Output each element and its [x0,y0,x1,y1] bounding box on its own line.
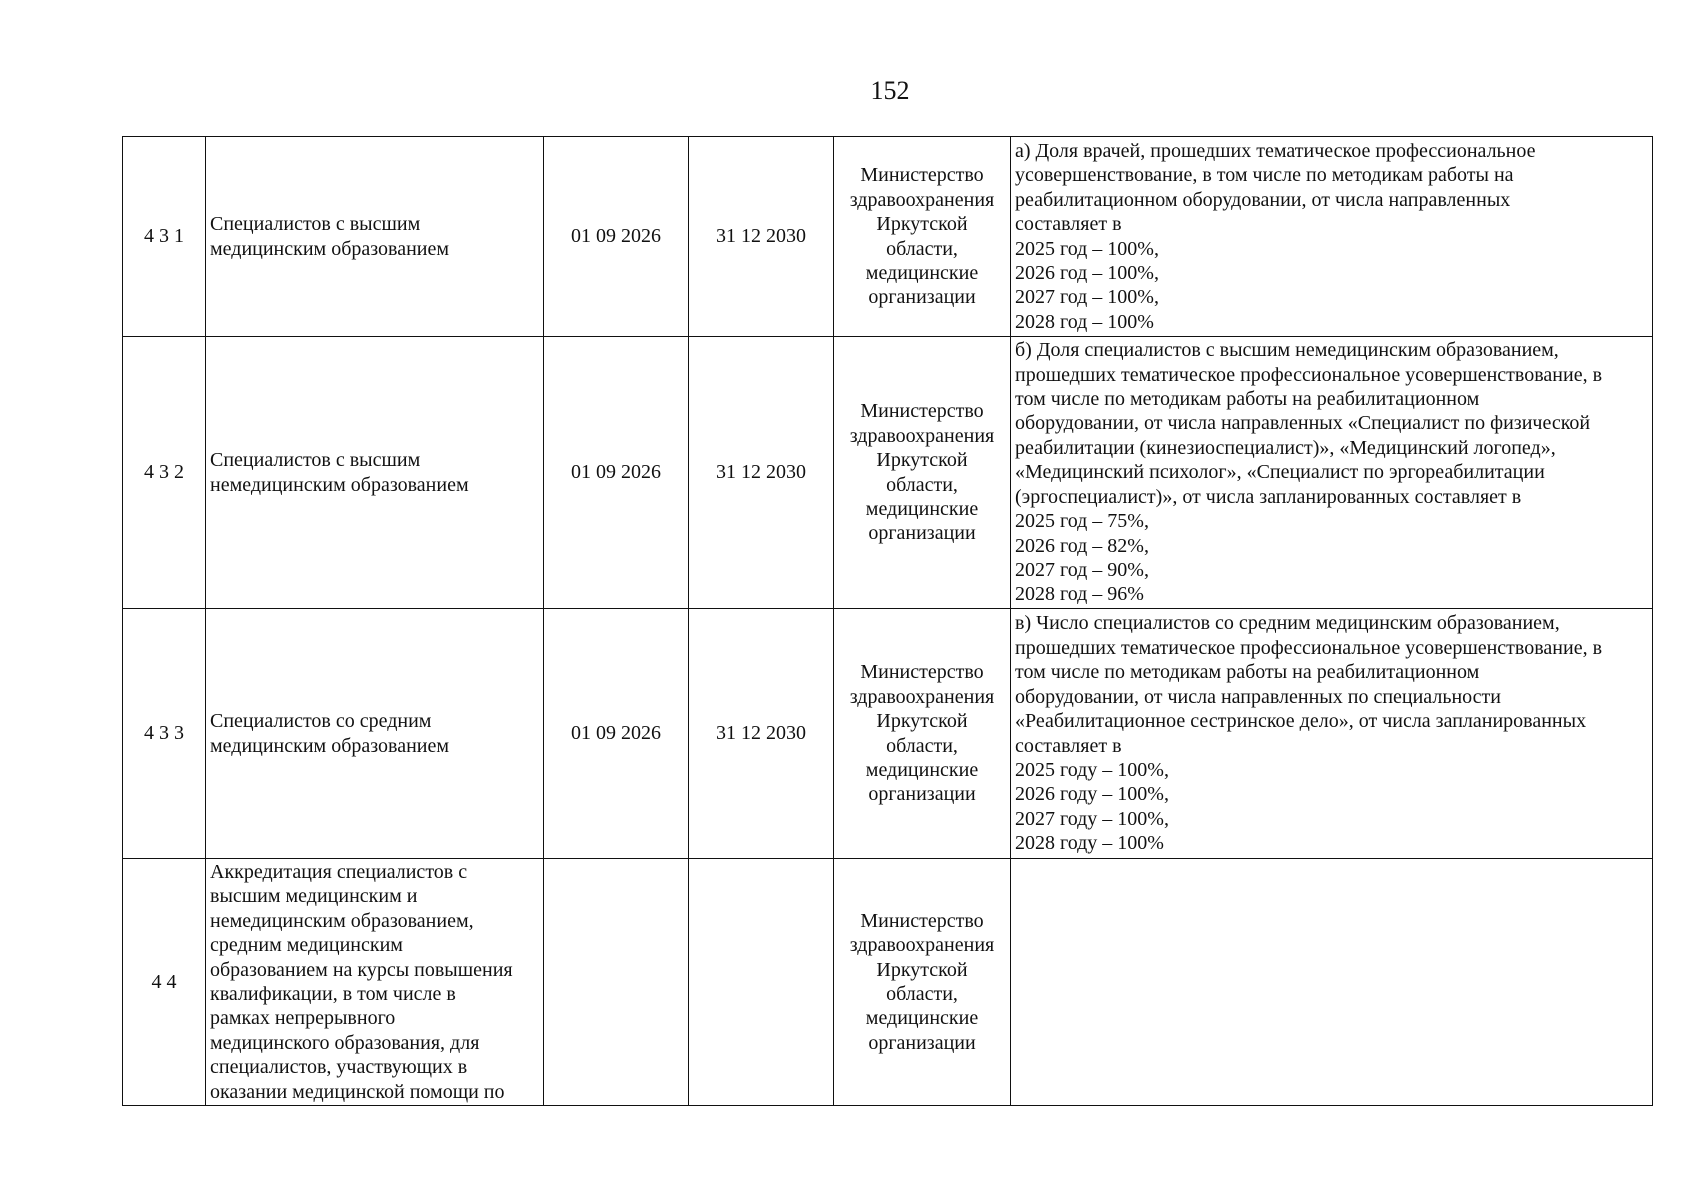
responsible [834,137,1011,337]
text-line: реабилитации (кинезиоспециалист)», «Медицинский логопед», [1015,436,1556,459]
text-line: Специалистов с высшим [210,449,421,472]
table-row [123,859,1653,1106]
start-date [544,859,689,1106]
text-line: оборудовании, от числа направленных «Специалист по физической [1015,412,1591,435]
text-line: здравоохранения [849,188,995,211]
start-date: 01 09 2026 [544,609,689,859]
text-line: Министерство [860,400,984,423]
text-line: высшим медицинским и [210,885,418,908]
text-line: 2025 году – 100%, [1015,758,1169,781]
text-line: Министерство [860,164,984,187]
text-line: «Реабилитационное сестринское дело», от числа запланированных [1015,710,1587,733]
text-line: здравоохранения [849,685,995,708]
text-line: Иркутской [876,449,968,472]
text-line: том числе по методикам работы на реабилитационном [1015,388,1480,411]
end-date [689,859,834,1106]
indicator [1011,337,1653,609]
responsible [834,337,1011,609]
text-line: реабилитационном оборудовании, от числа направленных [1015,188,1511,211]
text-line: 2028 год – 100% [1015,310,1154,333]
indicator [1011,137,1653,337]
text-line: медицинские [865,497,979,520]
text-line: 2028 год – 96% [1015,583,1144,606]
text-line: 2027 год – 100%, [1015,286,1159,309]
text-line: Специалистов со средним [210,710,432,733]
text-line: рамках непрерывного [210,1007,396,1030]
text-line: медицинские [865,261,979,284]
text-line: медицинским образованием [210,237,450,260]
measure-name [206,609,544,859]
text-line: составляет в [1015,734,1122,757]
text-line: а) Доля врачей, прошедших тематическое профессиональное [1015,139,1536,162]
text-line: области, [886,473,958,496]
text-line: области, [886,237,958,260]
text-line: медицинские [865,1007,979,1030]
text-line: медицинского образования, для [210,1031,480,1054]
end-date: 31 12 2030 [689,137,834,337]
text-line: средним медицинским [210,934,403,957]
text-line: медицинские [865,758,979,781]
text-line: (эргоспециалист)», от числа запланированных составляет в [1015,485,1522,508]
row-number: 4 3 3 [123,609,206,859]
text-line: Министерство [860,661,984,684]
indicator [1011,609,1653,859]
text-line: организации [868,1031,976,1054]
text-line: в) Число специалистов со средним медицинским образованием, [1015,612,1560,635]
text-line: усовершенствование, в том числе по методикам работы на [1015,164,1514,187]
responsible [834,859,1011,1106]
text-line: области, [886,734,958,757]
text-line: составляет в [1015,213,1122,236]
row-number: 4 4 [123,859,206,1106]
text-line: Аккредитация специалистов с [210,860,468,883]
text-line: немедицинским образованием [210,473,469,496]
end-date: 31 12 2030 [689,609,834,859]
indicator [1011,859,1653,1106]
responsible [834,609,1011,859]
row-number: 4 3 1 [123,137,206,337]
text-line: том числе по методикам работы на реабилитационном [1015,661,1480,684]
start-date: 01 09 2026 [544,337,689,609]
text-line: оборудовании, от числа направленных по специальности [1015,685,1501,708]
measure-name [206,859,544,1106]
table-row [123,609,1653,859]
page-number: 152 [870,76,910,105]
text-line: 2026 год – 100%, [1015,261,1159,284]
start-date: 01 09 2026 [544,137,689,337]
text-line: немедицинским образованием, [210,909,474,932]
text-line: 2025 год – 100%, [1015,237,1159,260]
text-line: медицинским образованием [210,734,450,757]
text-line: организации [868,783,976,806]
text-line: 2025 год – 75%, [1015,510,1149,533]
text-line: организации [868,286,976,309]
text-line: здравоохранения [849,424,995,447]
text-line: квалификации, в том числе в [210,983,456,1005]
table-row [123,337,1653,609]
text-line: оказании медицинской помощи по [210,1080,505,1103]
text-line: прошедших тематическое профессиональное усовершенствование, в [1015,363,1603,386]
text-line: «Медицинский психолог», «Специалист по эргореабилитации [1015,461,1545,484]
text-line: Специалистов с высшим [210,213,421,236]
measure-name [206,337,544,609]
text-line: 2028 году – 100% [1015,832,1164,855]
text-line: Иркутской [876,710,968,733]
text-line: 2027 году – 100%, [1015,807,1169,830]
text-line: 2026 год – 82%, [1015,534,1149,557]
text-line: Иркутской [876,213,968,236]
text-line: прошедших тематическое профессиональное усовершенствование, в [1015,636,1603,659]
text-line: организации [868,522,976,545]
text-line: 2026 году – 100%, [1015,783,1169,806]
measures-table [122,136,1653,1106]
text-line: Министерство [860,909,984,932]
text-line: специалистов, участвующих в [210,1056,468,1079]
row-number: 4 3 2 [123,337,206,609]
text-line: 2027 год – 90%, [1015,558,1149,581]
text-line: образованием на курсы повышения [210,958,513,981]
end-date: 31 12 2030 [689,337,834,609]
text-line: здравоохранения [849,934,995,957]
text-line: б) Доля специалистов с высшим немедицинским образованием, [1015,339,1559,362]
measure-name [206,137,544,337]
text-line: Иркутской [876,958,968,981]
table-row [123,137,1653,337]
text-line: области, [886,983,958,1005]
